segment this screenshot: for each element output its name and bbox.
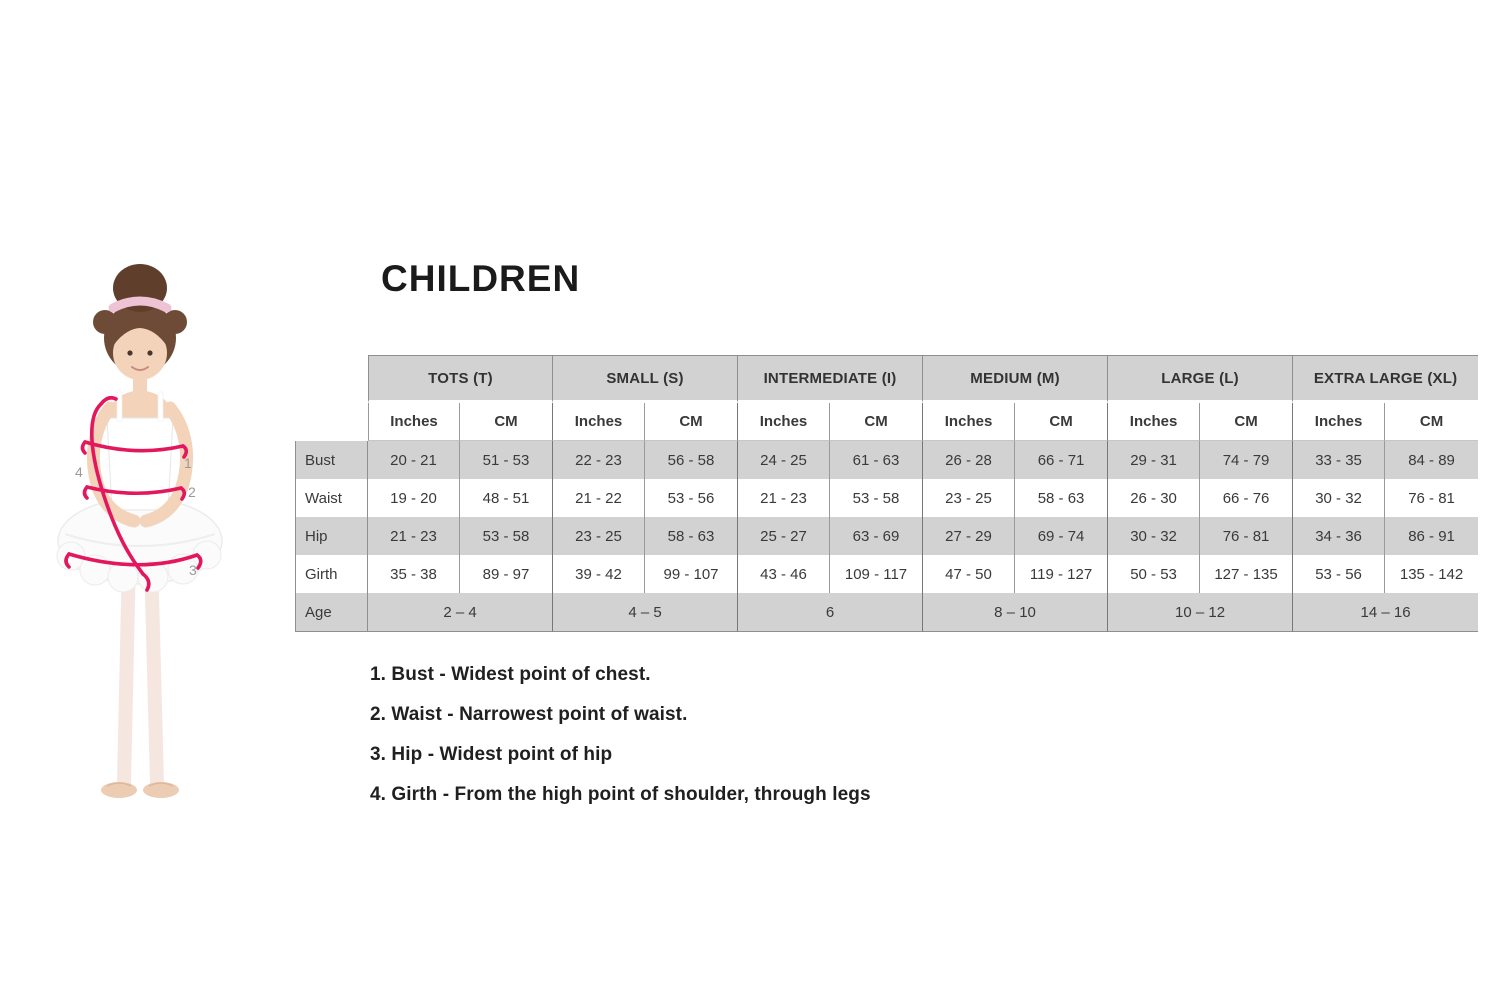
corner-blank (295, 403, 368, 441)
inches-cell: 21 - 23 (738, 479, 830, 517)
measurement-note: 4. Girth - From the high point of shoulder, through legs (370, 784, 871, 805)
cm-header: CM (460, 403, 553, 441)
size-header-row (295, 355, 1478, 403)
row-label: Bust (295, 441, 368, 479)
inches-cell: 30 - 32 (1108, 517, 1200, 555)
cm-cell: 76 - 81 (1385, 479, 1478, 517)
measurement-note: 1. Bust - Widest point of chest. (370, 664, 651, 685)
cm-cell: 58 - 63 (1015, 479, 1108, 517)
leotard-strap (117, 392, 122, 421)
inches-cell: 35 - 38 (368, 555, 460, 593)
inches-header: Inches (738, 403, 830, 441)
row-label: Waist (295, 479, 368, 517)
row-label: Hip (295, 517, 368, 555)
cm-cell: 66 - 76 (1200, 479, 1293, 517)
cm-cell: 86 - 91 (1385, 517, 1478, 555)
cm-cell: 76 - 81 (1200, 517, 1293, 555)
cm-cell: 109 - 117 (830, 555, 923, 593)
cm-cell: 56 - 58 (645, 441, 738, 479)
eye (147, 350, 152, 355)
age-cell: 10 – 12 (1108, 593, 1293, 632)
ballet-shoes (101, 782, 179, 798)
ballerina-figure (55, 256, 315, 816)
cm-header: CM (1200, 403, 1293, 441)
tutu-skirt (57, 498, 222, 592)
inches-header: Inches (1293, 403, 1385, 441)
inches-cell: 19 - 20 (368, 479, 460, 517)
leotard-strap (158, 392, 163, 421)
inches-cell: 22 - 23 (553, 441, 645, 479)
size-table (295, 355, 1478, 632)
inches-cell: 23 - 25 (923, 479, 1015, 517)
cm-header: CM (1015, 403, 1108, 441)
measurement-rows (295, 441, 1478, 632)
age-cell: 14 – 16 (1293, 593, 1478, 632)
inches-cell: 50 - 53 (1108, 555, 1200, 593)
inches-cell: 23 - 25 (553, 517, 645, 555)
inches-cell: 21 - 22 (553, 479, 645, 517)
inches-cell: 21 - 23 (368, 517, 460, 555)
table-row (295, 479, 1478, 517)
inches-cell: 26 - 28 (923, 441, 1015, 479)
cm-cell: 53 - 58 (460, 517, 553, 555)
age-cell: 6 (738, 593, 923, 632)
inches-header: Inches (368, 403, 460, 441)
inches-header: Inches (553, 403, 645, 441)
size-col-header: TOTS (T) (368, 355, 553, 403)
inches-cell: 39 - 42 (553, 555, 645, 593)
size-col-header: MEDIUM (M) (923, 355, 1108, 403)
waist-marker-label: 2 (188, 484, 196, 500)
cm-cell: 119 - 127 (1015, 555, 1108, 593)
cm-cell: 66 - 71 (1015, 441, 1108, 479)
table-row (295, 555, 1478, 593)
cm-cell: 58 - 63 (645, 517, 738, 555)
cm-cell: 61 - 63 (830, 441, 923, 479)
age-cell: 8 – 10 (923, 593, 1108, 632)
head (93, 264, 187, 380)
inches-cell: 25 - 27 (738, 517, 830, 555)
corner-blank (295, 355, 368, 403)
cm-cell: 63 - 69 (830, 517, 923, 555)
cm-cell: 53 - 58 (830, 479, 923, 517)
eye (127, 350, 132, 355)
table-row (295, 441, 1478, 479)
cm-cell: 74 - 79 (1200, 441, 1293, 479)
inches-cell: 30 - 32 (1293, 479, 1385, 517)
cm-cell: 99 - 107 (645, 555, 738, 593)
row-label: Girth (295, 555, 368, 593)
size-col-header: SMALL (S) (553, 355, 738, 403)
age-cell: 2 – 4 (368, 593, 553, 632)
inches-cell: 26 - 30 (1108, 479, 1200, 517)
inches-cell: 53 - 56 (1293, 555, 1385, 593)
inches-cell: 34 - 36 (1293, 517, 1385, 555)
cm-header: CM (830, 403, 923, 441)
size-col-header: LARGE (L) (1108, 355, 1293, 403)
cm-header: CM (1385, 403, 1478, 441)
cm-header: CM (645, 403, 738, 441)
row-label: Age (295, 593, 368, 632)
cm-cell: 48 - 51 (460, 479, 553, 517)
inches-cell: 29 - 31 (1108, 441, 1200, 479)
inches-cell: 43 - 46 (738, 555, 830, 593)
age-cell: 4 – 5 (553, 593, 738, 632)
inches-header: Inches (923, 403, 1015, 441)
measurement-note: 2. Waist - Narrowest point of waist. (370, 704, 688, 725)
cm-cell: 84 - 89 (1385, 441, 1478, 479)
hip-marker-label: 3 (189, 562, 197, 578)
bust-measure-hook-left (83, 442, 86, 453)
age-row (295, 593, 1478, 632)
unit-header-row (295, 403, 1478, 441)
size-col-header: INTERMEDIATE (I) (738, 355, 923, 403)
measurement-note: 3. Hip - Widest point of hip (370, 744, 613, 765)
size-col-header: EXTRA LARGE (XL) (1293, 355, 1478, 403)
inches-cell: 27 - 29 (923, 517, 1015, 555)
inches-cell: 24 - 25 (738, 441, 830, 479)
bust-marker-label: 1 (184, 455, 192, 471)
waist-measure-hook-left (85, 487, 88, 498)
page-title: CHILDREN (381, 258, 581, 299)
cm-cell: 51 - 53 (460, 441, 553, 479)
cm-cell: 53 - 56 (645, 479, 738, 517)
cm-cell: 69 - 74 (1015, 517, 1108, 555)
measurement-notes (370, 663, 871, 823)
cm-cell: 135 - 142 (1385, 555, 1478, 593)
girth-marker-label: 4 (75, 464, 83, 480)
inches-header: Inches (1108, 403, 1200, 441)
inches-cell: 20 - 21 (368, 441, 460, 479)
table-row (295, 517, 1478, 555)
inches-cell: 47 - 50 (923, 555, 1015, 593)
inches-cell: 33 - 35 (1293, 441, 1385, 479)
cm-cell: 127 - 135 (1200, 555, 1293, 593)
cm-cell: 89 - 97 (460, 555, 553, 593)
